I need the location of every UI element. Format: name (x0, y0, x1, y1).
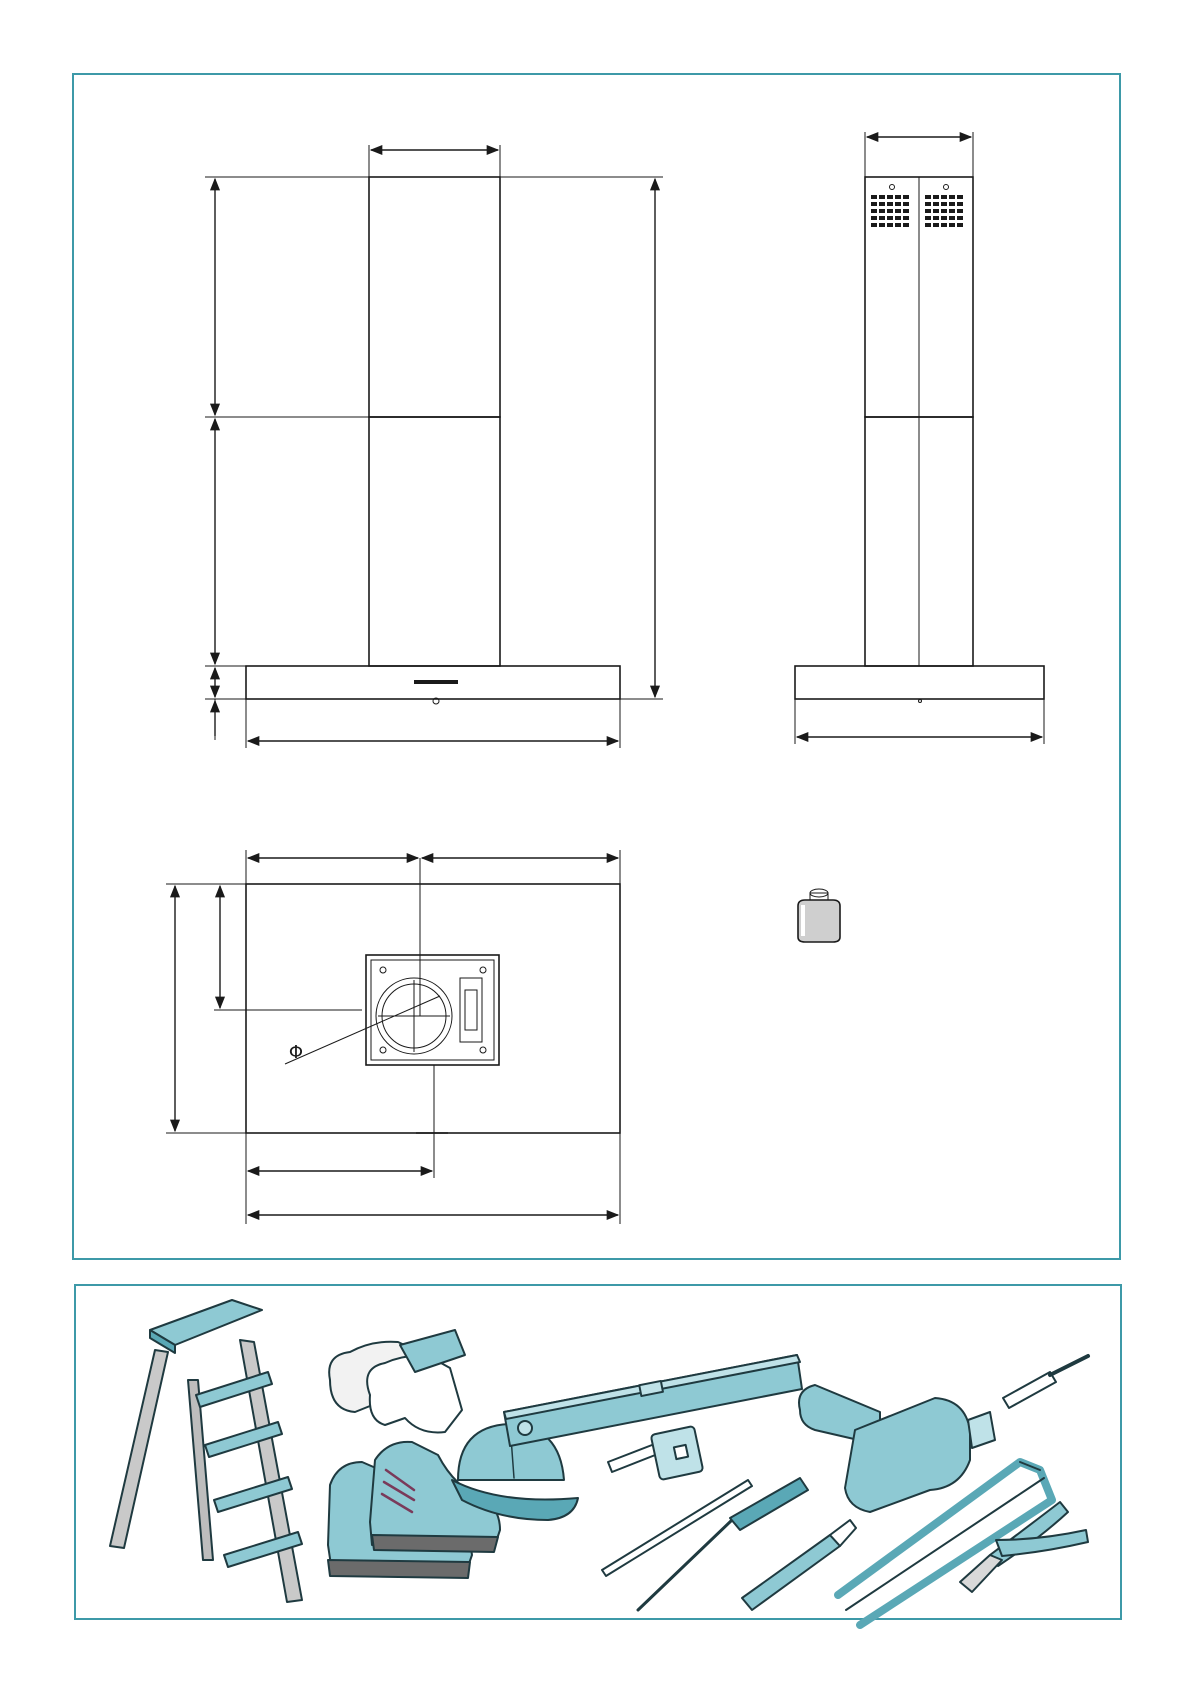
vent-grilles (871, 185, 963, 228)
side-view (795, 132, 1044, 744)
control-panel (414, 680, 458, 684)
front-view (205, 145, 663, 748)
weight-icon (798, 889, 840, 942)
drill-icon (799, 1385, 995, 1512)
spirit-level-icon (504, 1355, 802, 1446)
gloves-icon (329, 1330, 465, 1432)
side-canopy (795, 666, 1044, 699)
front-upper-chimney (369, 177, 500, 417)
tape-measure-icon (608, 1426, 703, 1480)
front-lower-chimney (369, 417, 500, 666)
diameter-symbol: Φ (288, 1042, 304, 1063)
drill-bit-icon (1003, 1356, 1088, 1408)
plan-view (166, 850, 620, 1224)
plan-canopy-outline (246, 884, 620, 1133)
stepladder-icon (110, 1300, 302, 1602)
pencil-icon (602, 1480, 752, 1576)
